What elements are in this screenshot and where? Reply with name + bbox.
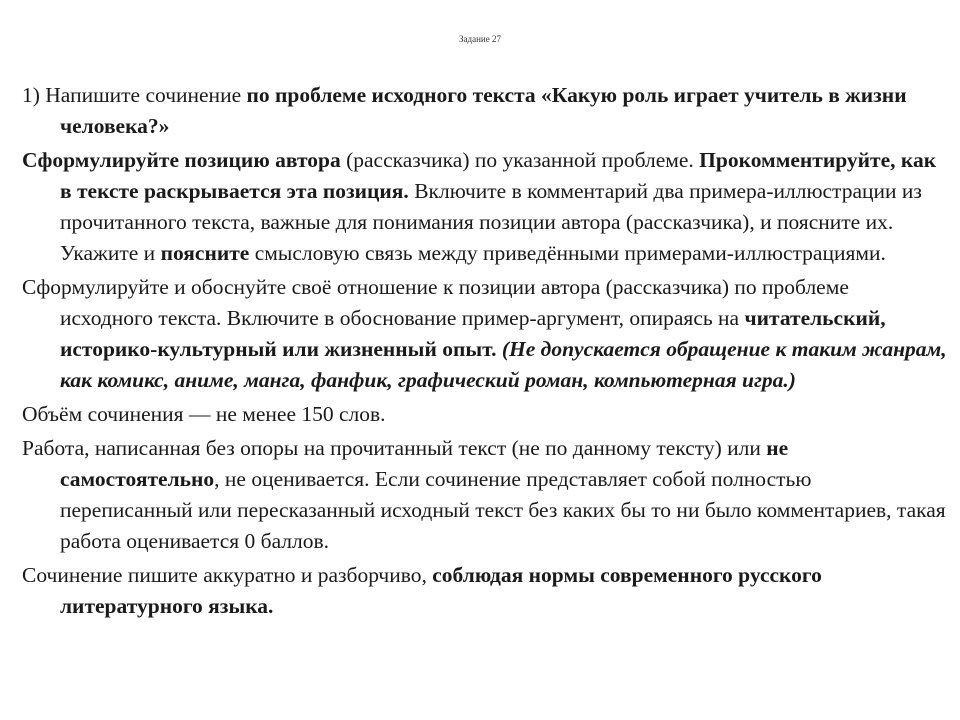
emphasis-text: читательский, историко-культурный или жизненный опыт.: [60, 306, 886, 361]
emphasis-text: по проблеме исходного текста «Какую роль играет учитель в жизни человека?»: [60, 83, 907, 138]
instruction-paragraph: [22, 433, 947, 557]
body-text: Сочинение пишите аккуратно и разборчиво,: [22, 563, 433, 587]
instruction-paragraph: [22, 272, 947, 396]
instruction-paragraph: [22, 399, 947, 430]
emphasis-text: не самостоятельно: [60, 436, 789, 491]
body-text: Сформулируйте и обоснуйте своё отношение к позиции автора (рассказчика) по проблеме исходного текста. Включите в обоснование пример-аргумент, опираясь на: [22, 275, 849, 330]
body-text: 1) Напишите сочинение: [22, 83, 247, 107]
body-text: , не оценивается. Если сочинение представляет собой полностью переписанный или пересказанный исходный текст без каких бы то ни было комментариев, такая работа оценивается 0 баллов.: [60, 467, 946, 553]
slide-title: Задание 27: [459, 34, 501, 44]
body-text: (рассказчика) по указанной проблеме.: [340, 148, 700, 172]
body-text: Работа, написанная без опоры на прочитанный текст (не по данному тексту) или: [22, 436, 767, 460]
emphasis-text: соблюдая нормы современного русского литературного языка.: [60, 563, 822, 618]
emphasis-text: Прокомментируйте, как в тексте раскрывается эта позиция.: [60, 148, 937, 203]
body-text: Объём сочинения — не менее 150 слов.: [22, 402, 386, 426]
emphasis-text: Сформулируйте позицию автора: [22, 148, 341, 172]
emphasis-text: (Не допускается обращение к таким жанрам, как комикс, аниме, манга, фанфик, графический роман, компьютерная игра.): [60, 337, 947, 392]
instruction-paragraph: [22, 560, 947, 622]
instruction-paragraph: [22, 145, 947, 269]
body-text: смысловую связь между приведёнными примерами-иллюстрациями.: [249, 241, 886, 265]
emphasis-text: поясните: [160, 241, 250, 265]
body-text: Включите в комментарий два примера-иллюстрации из прочитанного текста, важные для понимания позиции автора (рассказчика), и поясните их. Укажите и: [60, 179, 922, 265]
task-instructions: [22, 80, 947, 625]
instruction-paragraph: [22, 80, 947, 142]
